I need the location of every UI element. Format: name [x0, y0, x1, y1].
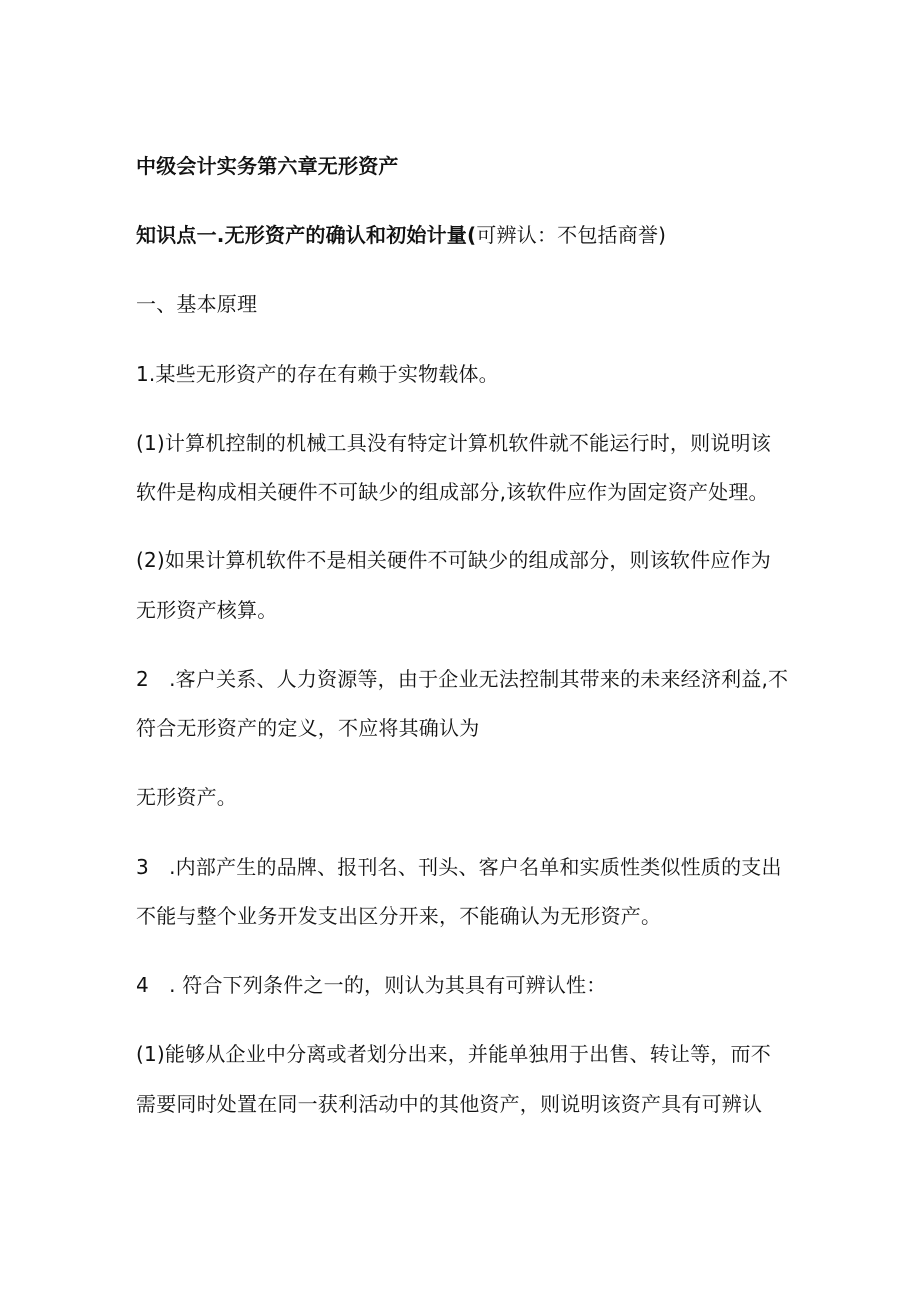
point-3-line-2: 不能与整个业务开发支出区分开来，不能确认为无形资产。: [136, 904, 662, 928]
point-1-item-2-line-2: 无形资产核算。: [136, 598, 278, 622]
point-1-item-1-line-2: 软件是构成相关硬件不可缺少的组成部分,该软件应作为固定资产处理。: [136, 480, 769, 504]
point-4-item-1-line-1: (1)能够从企业中分离或者划分出来，并能单独用于出售、转让等，而不: [136, 1042, 771, 1066]
section-heading-bold: 知识点一.无形资产的确认和初始计量(: [136, 223, 477, 247]
point-2-line-3: 无形资产。: [136, 785, 237, 809]
section-heading: [136, 221, 666, 249]
subheading-basic-principles: 一、基本原理: [136, 292, 258, 316]
point-4: 4 . 符合下列条件之一的，则认为其具有可辨认性：: [136, 973, 607, 997]
point-3-line-1: 3 .内部产生的品牌、报刊名、刊头、客户名单和实质性类似性质的支出: [136, 855, 782, 879]
point-2-line-1: 2 .客户关系、人力资源等，由于企业无法控制其带来的未来经济利益,不: [136, 667, 789, 691]
section-heading-normal: 可辨认：不包括商誉): [476, 223, 667, 247]
point-2-line-2: 符合无形资产的定义，不应将其确认为: [136, 716, 480, 740]
point-1-item-2-line-1: (2)如果计算机软件不是相关硬件不可缺少的组成部分，则该软件应作为: [136, 548, 771, 572]
point-4-item-1-line-2: 需要同时处置在同一获利活动中的其他资产，则说明该资产具有可辨认: [136, 1092, 763, 1116]
point-1-item-1-line-1: (1)计算机控制的机械工具没有特定计算机软件就不能运行时，则说明该: [136, 431, 771, 455]
document-title: 中级会计实务第六章无形资产: [136, 154, 399, 178]
point-1: 1.某些无形资产的存在有赖于实物载体。: [136, 362, 499, 386]
